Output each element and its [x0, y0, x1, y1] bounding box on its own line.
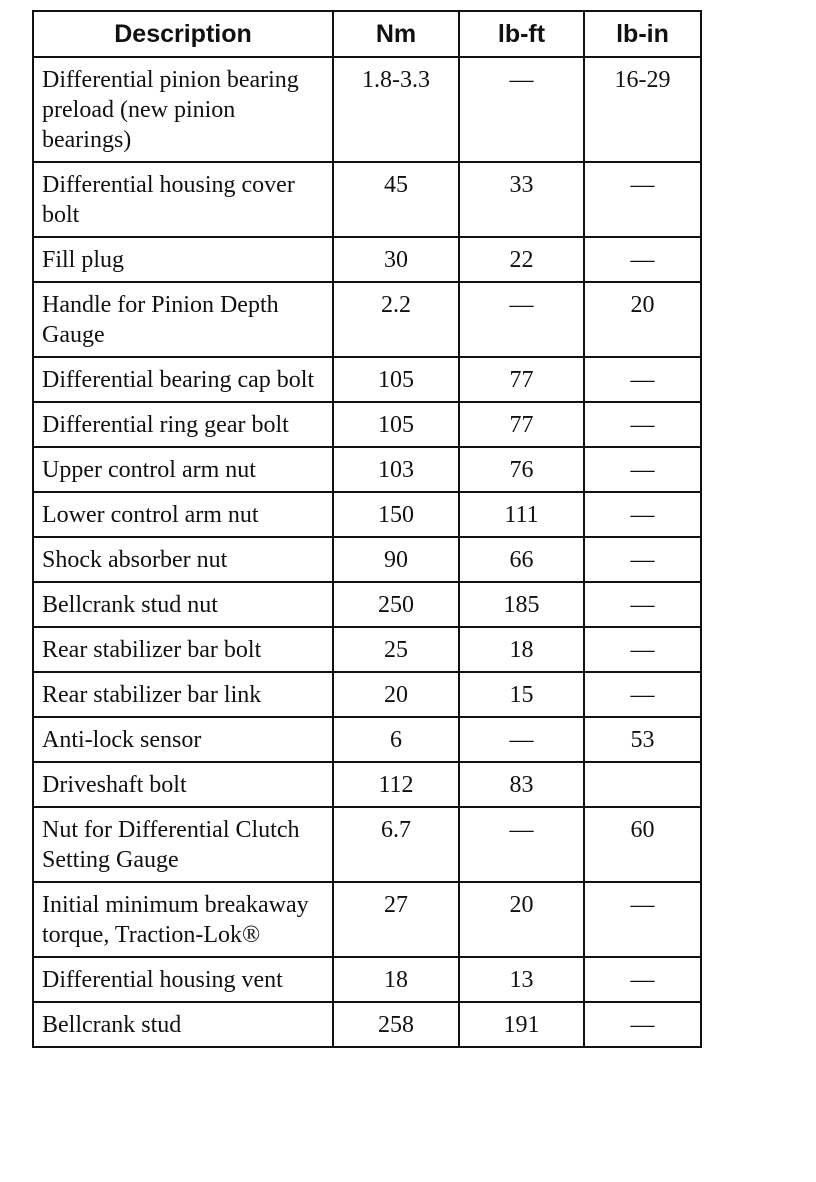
table-row: [33, 492, 701, 537]
cell-lb-ft: 33: [459, 162, 584, 237]
cell-nm: 25: [333, 627, 459, 672]
cell-lb-in: 16-29: [584, 57, 701, 162]
cell-nm: 1.8-3.3: [333, 57, 459, 162]
cell-nm: 258: [333, 1002, 459, 1047]
cell-lb-ft: 77: [459, 402, 584, 447]
cell-description: Differential housing cover bolt: [33, 162, 333, 237]
table-row: [33, 582, 701, 627]
table-row: [33, 717, 701, 762]
cell-nm: 18: [333, 957, 459, 1002]
cell-lb-in: 53: [584, 717, 701, 762]
cell-lb-ft: 111: [459, 492, 584, 537]
cell-nm: 20: [333, 672, 459, 717]
cell-nm: 103: [333, 447, 459, 492]
cell-lb-ft: 20: [459, 882, 584, 957]
cell-description: Rear stabilizer bar bolt: [33, 627, 333, 672]
cell-lb-in: —: [584, 672, 701, 717]
cell-lb-ft: 191: [459, 1002, 584, 1047]
table-row: [33, 282, 701, 357]
header-nm: Nm: [333, 11, 459, 57]
cell-lb-in: —: [584, 627, 701, 672]
cell-lb-ft: 83: [459, 762, 584, 807]
table-row: [33, 162, 701, 237]
table-row: [33, 57, 701, 162]
cell-lb-in: 60: [584, 807, 701, 882]
cell-description: Upper control arm nut: [33, 447, 333, 492]
cell-description: Initial minimum breakaway torque, Traction-Lok®: [33, 882, 333, 957]
cell-lb-in: —: [584, 357, 701, 402]
cell-nm: 105: [333, 357, 459, 402]
cell-lb-in: —: [584, 882, 701, 957]
header-lb-ft: lb-ft: [459, 11, 584, 57]
cell-description: Anti-lock sensor: [33, 717, 333, 762]
cell-lb-in: —: [584, 1002, 701, 1047]
table-row: [33, 447, 701, 492]
cell-description: Differential bearing cap bolt: [33, 357, 333, 402]
table-row: [33, 357, 701, 402]
cell-lb-in: —: [584, 447, 701, 492]
cell-description: Bellcrank stud: [33, 1002, 333, 1047]
cell-lb-in: —: [584, 582, 701, 627]
cell-description: Fill plug: [33, 237, 333, 282]
cell-description: Differential ring gear bolt: [33, 402, 333, 447]
header-lb-in: lb-in: [584, 11, 701, 57]
cell-lb-in: 20: [584, 282, 701, 357]
table-row: [33, 627, 701, 672]
table-row: [33, 537, 701, 582]
cell-lb-ft: —: [459, 717, 584, 762]
header-row: [33, 11, 701, 57]
cell-lb-ft: 185: [459, 582, 584, 627]
cell-lb-ft: 76: [459, 447, 584, 492]
table-row: [33, 882, 701, 957]
cell-description: Differential pinion bearing preload (new pinion bearings): [33, 57, 333, 162]
torque-spec-table: [32, 10, 702, 1048]
cell-lb-in: —: [584, 402, 701, 447]
cell-lb-ft: —: [459, 282, 584, 357]
table-row: [33, 762, 701, 807]
cell-lb-ft: 13: [459, 957, 584, 1002]
cell-lb-ft: 77: [459, 357, 584, 402]
cell-lb-ft: 66: [459, 537, 584, 582]
cell-lb-in: —: [584, 537, 701, 582]
cell-nm: 90: [333, 537, 459, 582]
cell-lb-in: —: [584, 492, 701, 537]
cell-nm: 6.7: [333, 807, 459, 882]
header-description: Description: [33, 11, 333, 57]
cell-lb-ft: —: [459, 807, 584, 882]
cell-description: Bellcrank stud nut: [33, 582, 333, 627]
cell-lb-in: —: [584, 957, 701, 1002]
cell-description: Rear stabilizer bar link: [33, 672, 333, 717]
cell-nm: 6: [333, 717, 459, 762]
table-row: [33, 957, 701, 1002]
cell-nm: 112: [333, 762, 459, 807]
cell-lb-in: —: [584, 162, 701, 237]
cell-nm: 45: [333, 162, 459, 237]
cell-nm: 250: [333, 582, 459, 627]
cell-lb-in: [584, 762, 701, 807]
cell-description: Nut for Differential Clutch Setting Gauge: [33, 807, 333, 882]
table-row: [33, 807, 701, 882]
cell-nm: 150: [333, 492, 459, 537]
cell-lb-ft: —: [459, 57, 584, 162]
cell-lb-ft: 15: [459, 672, 584, 717]
table-row: [33, 237, 701, 282]
cell-nm: 30: [333, 237, 459, 282]
table-row: [33, 672, 701, 717]
cell-nm: 27: [333, 882, 459, 957]
cell-lb-ft: 22: [459, 237, 584, 282]
cell-description: Driveshaft bolt: [33, 762, 333, 807]
cell-description: Shock absorber nut: [33, 537, 333, 582]
cell-description: Differential housing vent: [33, 957, 333, 1002]
cell-description: Handle for Pinion Depth Gauge: [33, 282, 333, 357]
table-row: [33, 1002, 701, 1047]
cell-nm: 105: [333, 402, 459, 447]
table-row: [33, 402, 701, 447]
cell-description: Lower control arm nut: [33, 492, 333, 537]
cell-lb-in: —: [584, 237, 701, 282]
cell-nm: 2.2: [333, 282, 459, 357]
cell-lb-ft: 18: [459, 627, 584, 672]
